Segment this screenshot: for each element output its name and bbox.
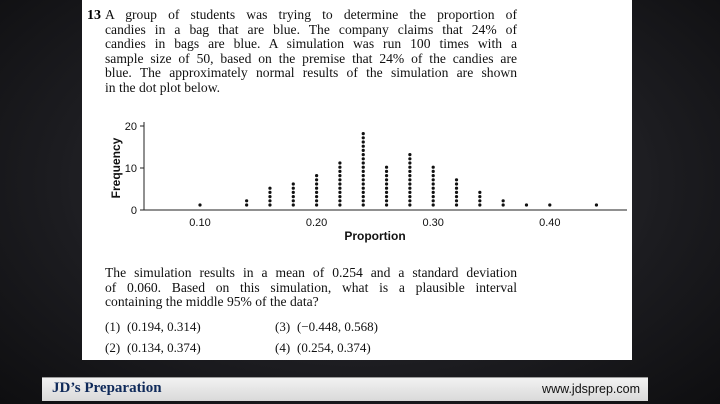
dot-plot — [82, 0, 632, 250]
data-dot — [338, 199, 341, 202]
data-dot — [385, 195, 388, 198]
data-dot — [362, 136, 365, 139]
data-dot — [292, 195, 295, 198]
data-dot — [478, 199, 481, 202]
data-dot — [338, 174, 341, 177]
choice-number: (2) — [105, 340, 121, 355]
data-dot — [455, 187, 458, 190]
data-dot — [385, 182, 388, 185]
data-dot — [385, 178, 388, 181]
data-dot — [362, 191, 365, 194]
data-dot — [292, 191, 295, 194]
data-dot — [362, 174, 365, 177]
y-axis-label: Frequency — [109, 137, 123, 199]
y-tick-label: 20 — [124, 121, 137, 133]
data-dot — [362, 153, 365, 156]
brand-name: JD’s Preparation — [52, 380, 162, 396]
data-dot — [338, 161, 341, 164]
data-dot — [408, 199, 411, 202]
data-dot — [408, 157, 411, 160]
data-dot — [362, 132, 365, 135]
data-dot — [338, 191, 341, 194]
choice-number: (1) — [105, 319, 121, 334]
x-tick-label: 0.40 — [539, 217, 561, 229]
data-dot — [362, 195, 365, 198]
question-page — [82, 0, 632, 360]
data-dot — [198, 203, 201, 206]
data-dot — [548, 203, 551, 206]
data-dot — [315, 195, 318, 198]
data-dot — [455, 178, 458, 181]
data-dot — [385, 191, 388, 194]
data-dot — [502, 203, 505, 206]
followup-line: containing the middle 95% of the data? — [105, 294, 319, 310]
data-dot — [432, 166, 435, 169]
question-line: candies in bags are blue. A simulation was run 100 times with a — [105, 36, 517, 52]
data-dot — [432, 191, 435, 194]
x-tick-label: 0.20 — [305, 217, 328, 229]
data-dot — [362, 166, 365, 169]
data-dot — [432, 178, 435, 181]
data-dot — [385, 174, 388, 177]
data-dot — [362, 161, 365, 164]
data-dot — [315, 174, 318, 177]
data-dot — [385, 203, 388, 206]
footer-bar — [42, 377, 648, 401]
data-dot — [385, 170, 388, 173]
choice-number: (4) — [275, 340, 291, 355]
data-dot — [455, 182, 458, 185]
data-dot — [268, 195, 271, 198]
x-tick-label: 0.30 — [422, 217, 444, 229]
followup-line: of 0.060. Based on this simulation, what is a plausible interval — [105, 279, 517, 295]
data-dot — [245, 199, 248, 202]
data-dot — [432, 203, 435, 206]
question-number: 13 — [87, 8, 101, 23]
data-dot — [292, 187, 295, 190]
data-dot — [268, 191, 271, 194]
data-dot — [315, 199, 318, 202]
data-dot — [455, 203, 458, 206]
data-dot — [315, 178, 318, 181]
data-dot — [338, 166, 341, 169]
data-dot — [338, 182, 341, 185]
question-line: candies in a bag that are blue. The company claims that 24% of — [105, 21, 517, 37]
data-dot — [362, 187, 365, 190]
choice-1[interactable] — [105, 319, 201, 335]
question-line: A group of students was trying to determine the proportion of — [105, 7, 517, 22]
choice-text: (0.134, 0.374) — [127, 340, 201, 355]
data-dot — [268, 199, 271, 202]
data-dot — [268, 187, 271, 190]
data-dot — [292, 199, 295, 202]
data-dot — [362, 140, 365, 143]
data-dot — [408, 182, 411, 185]
data-dot — [362, 203, 365, 206]
data-dot — [455, 191, 458, 194]
data-dot — [408, 170, 411, 173]
y-tick-label: 0 — [130, 205, 137, 217]
data-dot — [595, 203, 598, 206]
data-dot — [408, 191, 411, 194]
data-dot — [432, 187, 435, 190]
choice-text: (0.194, 0.314) — [127, 319, 201, 334]
data-dot — [338, 187, 341, 190]
choice-number: (3) — [275, 319, 291, 334]
data-dot — [432, 195, 435, 198]
data-dot — [245, 203, 248, 206]
choice-3[interactable] — [275, 319, 378, 335]
data-dot — [362, 199, 365, 202]
data-dot — [455, 199, 458, 202]
data-dot — [502, 199, 505, 202]
data-dot — [385, 199, 388, 202]
data-dot — [315, 187, 318, 190]
data-dot — [338, 203, 341, 206]
data-dot — [268, 203, 271, 206]
data-dot — [362, 182, 365, 185]
x-tick-label: 0.10 — [189, 217, 211, 229]
data-dot — [478, 203, 481, 206]
data-dot — [408, 174, 411, 177]
data-dot — [478, 191, 481, 194]
data-dot — [525, 203, 528, 206]
data-dot — [315, 203, 318, 206]
x-axis-label: Proportion — [344, 229, 406, 243]
data-dot — [362, 170, 365, 173]
data-dot — [362, 149, 365, 152]
data-dot — [292, 182, 295, 185]
data-dot — [432, 182, 435, 185]
data-dot — [408, 203, 411, 206]
data-dot — [338, 178, 341, 181]
data-dot — [385, 166, 388, 169]
data-dot — [408, 178, 411, 181]
data-dot — [408, 161, 411, 164]
followup-line: The simulation results in a mean of 0.254 and a standard deviation — [105, 265, 517, 280]
data-dot — [315, 191, 318, 194]
data-dot — [408, 166, 411, 169]
data-dot — [432, 170, 435, 173]
question-line: blue. The approximately normal results of the simulation are shown — [105, 65, 517, 81]
website-link[interactable]: www.jdsprep.com — [542, 382, 640, 396]
data-dot — [315, 182, 318, 185]
choice-4[interactable] — [275, 340, 371, 356]
question-line: in the dot plot below. — [105, 79, 221, 95]
choice-text: (0.254, 0.374) — [297, 340, 371, 355]
data-dot — [408, 187, 411, 190]
data-dot — [408, 195, 411, 198]
data-dot — [432, 199, 435, 202]
question-line: sample size of 50, based on the premise that 24% of the candies are — [105, 50, 517, 66]
data-dot — [362, 145, 365, 148]
choice-2[interactable] — [105, 340, 201, 356]
y-tick-label: 10 — [124, 163, 137, 175]
data-dot — [455, 195, 458, 198]
data-dot — [338, 195, 341, 198]
followup-text — [105, 266, 517, 310]
data-dot — [408, 153, 411, 156]
data-dot — [385, 187, 388, 190]
data-dot — [338, 170, 341, 173]
data-dot — [478, 195, 481, 198]
data-dot — [362, 157, 365, 160]
data-dot — [362, 178, 365, 181]
data-dot — [432, 174, 435, 177]
data-dot — [292, 203, 295, 206]
choice-text: (−0.448, 0.568) — [297, 319, 378, 334]
